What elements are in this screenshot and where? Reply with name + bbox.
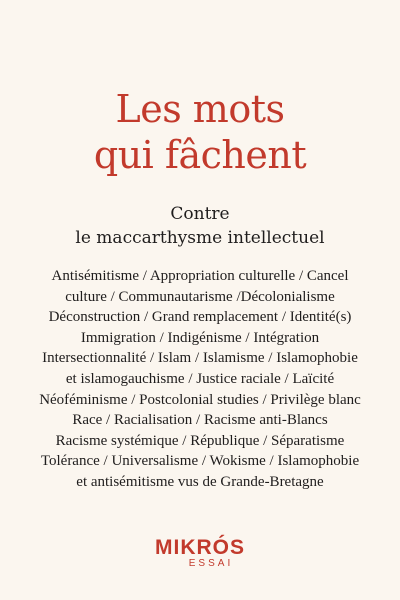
keyword-line: Immigration / Indigénisme / Intégration: [80, 329, 320, 346]
keyword-line: Antisémitisme / Appropriation culturelle / Cancel: [51, 268, 349, 284]
keyword-line: Intersectionnalité / Islam / Islamisme / Islamophobie: [42, 350, 358, 367]
subtitle-line-1: Contre: [170, 204, 230, 224]
publisher-name: MIKRÓS: [155, 536, 245, 559]
collection-name: ESSAI: [188, 558, 234, 569]
keyword-line: culture / Communautarisme /Décolonialisme: [65, 288, 335, 305]
title-line-1: Les mots: [115, 87, 285, 131]
title-line-2: qui fâchent: [93, 133, 307, 177]
keyword-line: Racisme systémique / République / Séparatisme: [55, 432, 345, 449]
keyword-line: Tolérance / Universalisme / Wokisme / Islamophobie: [40, 453, 360, 470]
subtitle-line-2: le maccarthysme intellectuel: [75, 228, 325, 248]
keyword-line: Néoféminisme / Postcolonial studies / Privilège blanc: [39, 391, 361, 408]
keyword-line: et islamogauchisme / Justice raciale / Laïcité: [65, 370, 335, 387]
keyword-line: et antisémitisme vus de Grande-Bretagne: [76, 473, 324, 490]
keyword-list: [30, 266, 370, 493]
book-title: [0, 86, 400, 178]
publisher-logo: [0, 537, 400, 569]
keyword-line: Déconstruction / Grand remplacement / Identité(s): [48, 309, 352, 326]
book-subtitle: [0, 202, 400, 250]
keyword-line: Race / Racialisation / Racisme anti-Blancs: [72, 412, 328, 429]
